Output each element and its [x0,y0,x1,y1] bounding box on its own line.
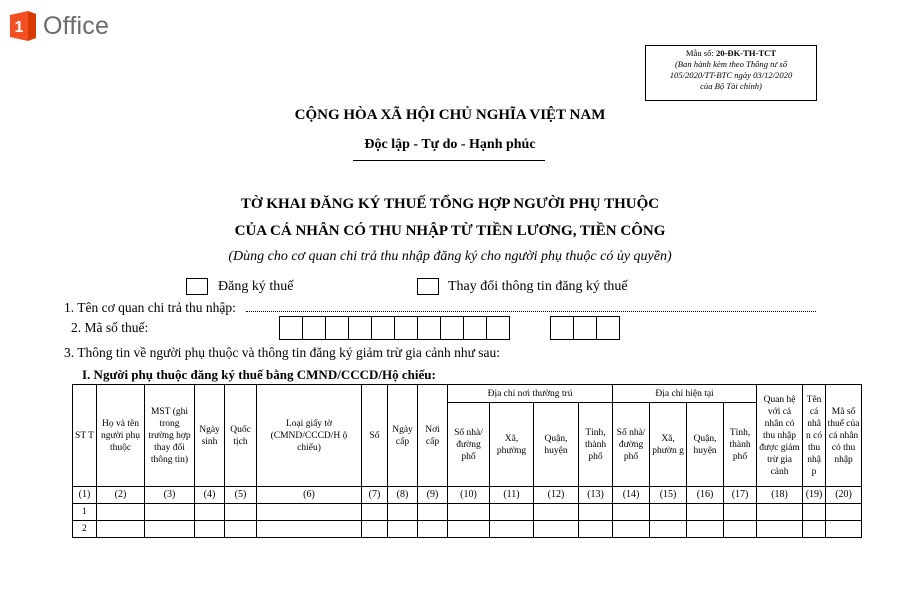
motto: Độc lập - Tự do - Hạnh phúc [364,137,536,152]
tax-code-digit[interactable] [417,316,441,340]
tax-code-digit[interactable] [463,316,487,340]
tax-code-digit[interactable] [325,316,349,340]
office-logo-icon [6,9,40,43]
form-subtitle: (Dùng cho cơ quan chi trả thu nhập đăng ký cho người phụ thuộc có ủy quyền) [228,249,672,264]
col-taxpayer-mst-header: Mã số thuế của cá nhân có thu nhập [826,385,862,487]
col-number: (7) [362,487,388,504]
tax-code-digit[interactable] [394,316,418,340]
table-cell[interactable] [650,521,687,538]
form-title-line2: CỦA CÁ NHÂN CÓ THU NHẬP TỪ TIỀN LƯƠNG, TIỀN CÔNG [234,223,666,239]
col-mst-header: MST (ghi trong trường hợp thay đổi thông tin) [145,385,195,487]
table-cell[interactable] [724,504,757,521]
col-number-header: Số [362,385,388,487]
col-number: (11) [490,487,534,504]
register-checkbox[interactable] [186,278,208,295]
table-cell[interactable] [490,504,534,521]
table-cell[interactable] [225,504,257,521]
col-number: (13) [579,487,613,504]
table-cell[interactable] [613,504,650,521]
col-issue-place-header: Nơi cấp [418,385,448,487]
table-cell[interactable] [257,521,362,538]
table-cell[interactable] [803,521,826,538]
col-number: (17) [724,487,757,504]
col-c-province-header: Tỉnh, thành phố [724,403,757,487]
form-code-label: Mẫu số: [685,48,716,58]
col-number: (2) [97,487,145,504]
col-number: (18) [757,487,803,504]
table-cell[interactable] [826,521,862,538]
col-r-district-header: Quận, huyện [534,403,579,487]
col-relation-header: Quan hệ với cá nhân có thu nhập được giảm trừ gia cảnh [757,385,803,487]
change-checkbox[interactable] [417,278,439,295]
col-taxpayer-name-header: Tên cá nhâ n có thu nhậ p [803,385,826,487]
table-cell[interactable] [362,504,388,521]
col-number: (14) [613,487,650,504]
col-c-ward-header: Xã, phườn g [650,403,687,487]
tax-code-digit[interactable] [440,316,464,340]
payer-name-field[interactable] [246,305,816,312]
form-code-note-2: 105/2020/TT-BTC ngày 03/12/2020 [669,70,793,80]
logo-text: Office [43,11,110,40]
col-stt-header: ST T [73,385,97,487]
payer-name-label: 1. Tên cơ quan chi trả thu nhập: [64,300,236,315]
table-cell[interactable] [145,521,195,538]
table-cell[interactable] [687,521,724,538]
col-name-header: Họ và tên người phụ thuộc [97,385,145,487]
table-cell[interactable] [195,504,225,521]
table-cell[interactable] [687,504,724,521]
group-current-address: Địa chỉ hiện tại [613,385,757,403]
table-cell[interactable] [579,504,613,521]
tax-code-digit[interactable] [371,316,395,340]
col-number: (8) [388,487,418,504]
dependent-info-label: 3. Thông tin về người phụ thuộc và thông tin đăng ký giảm trừ gia cảnh như sau: [64,345,501,360]
table-cell[interactable] [418,504,448,521]
col-number: (20) [826,487,862,504]
tax-code-branch-digit[interactable] [573,316,597,340]
section-i-heading: I. Người phụ thuộc đăng ký thuế bằng CMND/CCCD/Hộ chiếu: [82,367,436,382]
country-name: CỘNG HÒA XÃ HỘI CHỦ NGHĨA VIỆT NAM [294,107,606,123]
form-title-line1: TỜ KHAI ĐĂNG KÝ THUẾ TỔNG HỢP NGƯỜI PHỤ THUỘC [240,196,660,212]
form-code-box [645,45,817,101]
col-number: (1) [73,487,97,504]
table-cell[interactable] [145,504,195,521]
col-nationality-header: Quốc tịch [225,385,257,487]
table-cell[interactable] [97,521,145,538]
table-row [73,504,862,521]
col-number: (19) [803,487,826,504]
motto-underline [353,160,545,161]
table-cell[interactable] [418,521,448,538]
table-cell[interactable] [448,521,490,538]
table-cell[interactable] [388,504,418,521]
table-cell[interactable] [803,504,826,521]
table-cell[interactable] [534,504,579,521]
col-r-province-header: Tỉnh, thành phố [579,403,613,487]
form-code: 20-ĐK-TH-TCT [715,48,777,58]
table-cell[interactable] [225,521,257,538]
table-cell[interactable] [448,504,490,521]
tax-code-digit[interactable] [302,316,326,340]
table-cell[interactable] [195,521,225,538]
table-row [73,521,862,538]
column-number-row [73,487,862,504]
register-label: Đăng ký thuế [218,279,294,294]
table-cell[interactable] [362,521,388,538]
table-cell[interactable] [97,504,145,521]
tax-code-digit[interactable] [348,316,372,340]
dependents-table [72,384,862,538]
form-code-line [646,48,816,59]
form-code-note-1: (Ban hành kèm theo Thông tư số [674,59,788,69]
table-cell[interactable] [613,521,650,538]
table-cell[interactable] [757,504,803,521]
tax-code-branch-digit[interactable] [596,316,620,340]
table-cell[interactable] [650,504,687,521]
col-r-ward-header: Xã, phường [490,403,534,487]
form-code-note-3: của Bộ Tài chính) [700,81,762,91]
table-cell[interactable] [757,521,803,538]
tax-code-boxes-main[interactable] [279,316,509,340]
col-number: (6) [257,487,362,504]
row-index: 2 [73,521,97,538]
col-c-house-header: Số nhà/ đường phố [613,403,650,487]
col-c-district-header: Quận, huyện [687,403,724,487]
svg-text:1: 1 [14,19,24,36]
col-r-house-header: Số nhà/ đường phố [448,403,490,487]
col-number: (12) [534,487,579,504]
table-cell[interactable] [490,521,534,538]
table-cell[interactable] [388,521,418,538]
table-cell[interactable] [826,504,862,521]
tax-code-boxes-branch[interactable] [550,316,619,340]
tax-code-label: 2. Mã số thuế: [71,320,149,335]
group-resident-address: Địa chỉ nơi thường trú [448,385,613,403]
col-number: (16) [687,487,724,504]
table-cell[interactable] [724,521,757,538]
table-cell[interactable] [257,504,362,521]
office-logo [6,8,109,44]
change-label: Thay đổi thông tin đăng ký thuế [448,279,628,294]
tax-code-digit[interactable] [486,316,510,340]
col-id-type-header: Loại giấy tờ (CMND/CCCD/H ộ chiếu) [257,385,362,487]
table-cell[interactable] [579,521,613,538]
col-number: (5) [225,487,257,504]
tax-code-digit[interactable] [279,316,303,340]
col-number: (15) [650,487,687,504]
table-cell[interactable] [534,521,579,538]
col-dob-header: Ngày sinh [195,385,225,487]
tax-code-branch-digit[interactable] [550,316,574,340]
row-index: 1 [73,504,97,521]
col-number: (4) [195,487,225,504]
col-number: (3) [145,487,195,504]
col-issue-date-header: Ngày cấp [388,385,418,487]
col-number: (9) [418,487,448,504]
col-number: (10) [448,487,490,504]
